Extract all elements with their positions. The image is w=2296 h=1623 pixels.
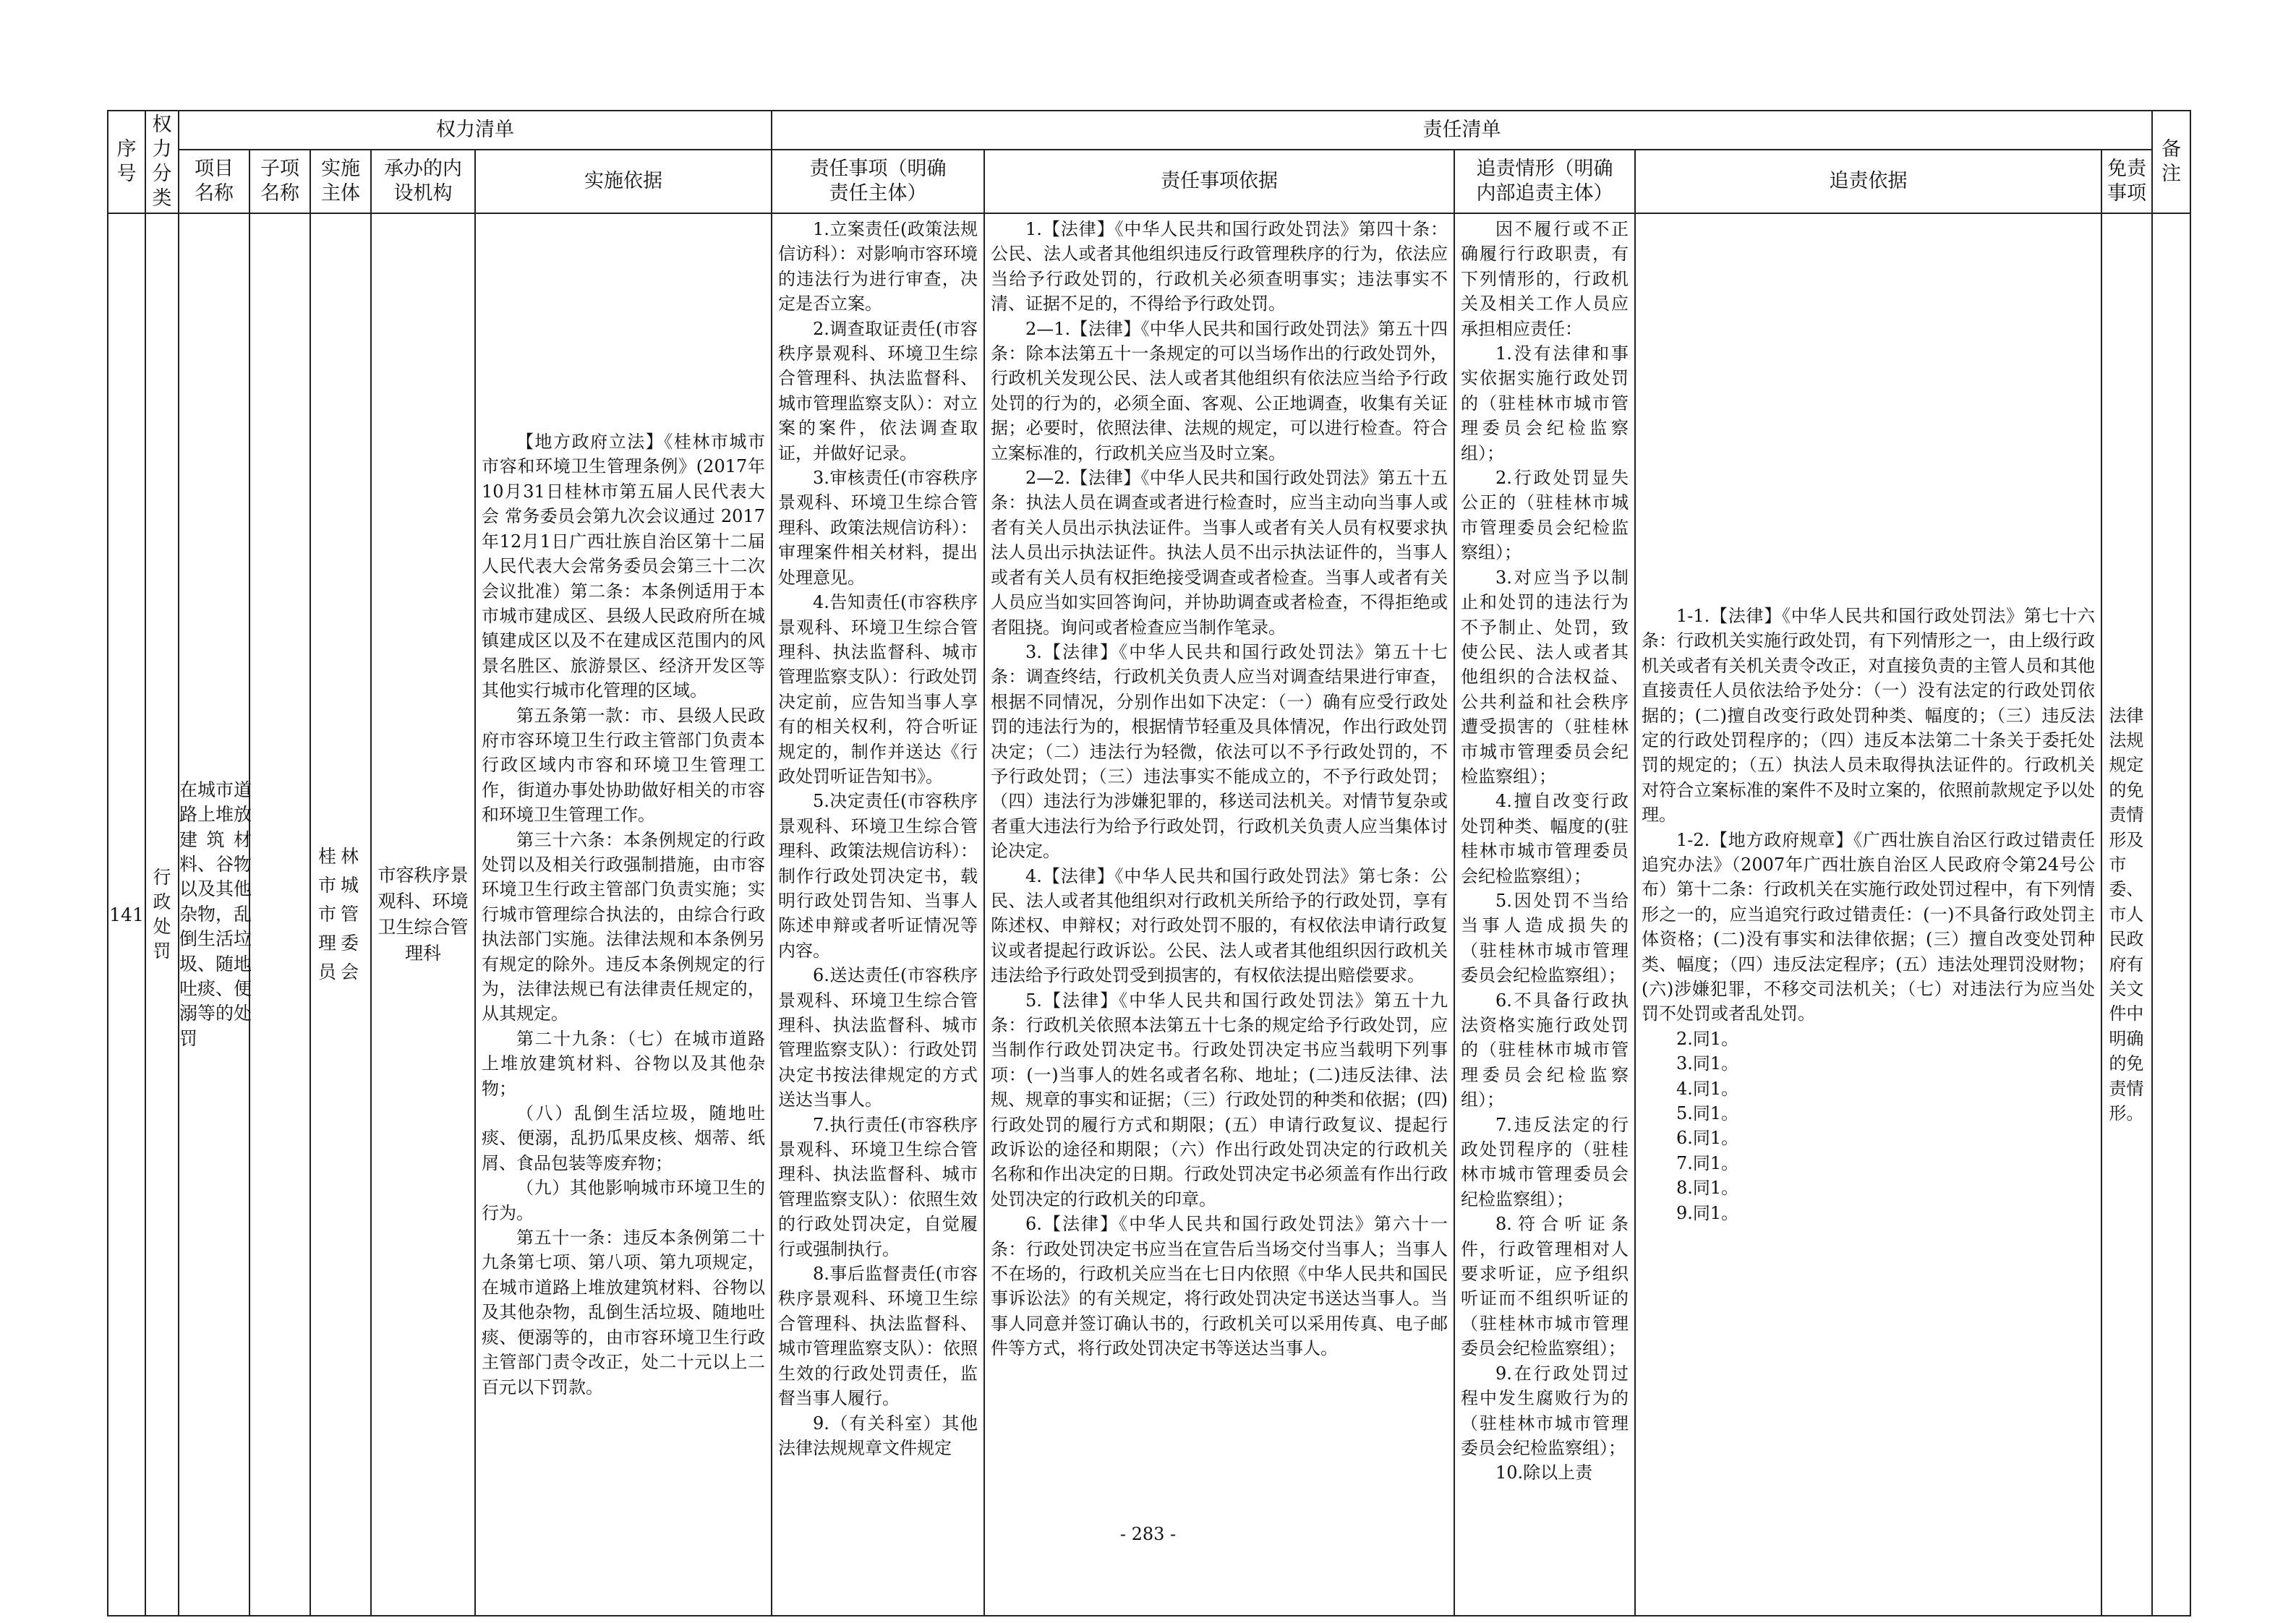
table-row: [108, 213, 2190, 1616]
paragraph: 5.【法律】《中华人民共和国行政处罚法》第五十九条：行政机关依照本法第五十七条的规定给予行政处罚，应当制作行政处罚决定书。行政处罚决定书应当载明下列事项：(一)当事人的姓名或者名称、地址；(二)违反法律、法规、规章的事实和证据；（三）行政处罚的种类和依据；(四)行政处罚的履行方式和期限；(五）申请行政复议、提起行政诉讼的途径和期限；（六）作出行政处罚决定的行政机关名称和作出决定的日期。行政处罚决定书必须盖有作出行政处罚决定的行政机关的印章。: [991, 990, 1448, 1209]
resp-basis-paragraphs: [991, 217, 1448, 1361]
paragraph: 7.执行责任(市容秩序景观科、环境卫生综合管理科、执法监督科、城市管理监察支队）：依照生效的行政处罚决定，自觉履行或强制执行。: [778, 1114, 978, 1259]
header-responsibility-list: 责任清单: [772, 111, 2152, 150]
paragraph: 1.【法律】《中华人民共和国行政处罚法》第四十条：公民、法人或者其他组织违反行政管理秩序的行为，依法应当给予行政处罚的，行政机关必须查明事实；违法事实不清、证据不足的，不得给予行政处罚。: [991, 219, 1448, 314]
cell-account-basis: [1635, 213, 2101, 1616]
paragraph: 第五十一条：违反本条例第二十九条第七项、第八项、第九项规定，在城市道路上堆放建筑材料、谷物以及其他杂物，乱倒生活垃圾、随地吐痰、便溺等的，由市容环境卫生行政主管部门责令改正，处二十元以上二百元以下罚款。: [482, 1228, 765, 1397]
cell-accountability: [1454, 213, 1635, 1616]
paragraph: 9.同1。: [1676, 1202, 1739, 1223]
header-resp-basis: 责任事项依据: [984, 150, 1454, 213]
paragraph: 1.没有法律和事实依据实施行政处罚的（驻桂林市城市管理委员会纪检监察组）；: [1461, 343, 1629, 463]
header-sub-item: 子项名称: [249, 150, 310, 213]
paragraph: 10.除以上责: [1495, 1463, 1593, 1483]
paragraph: 4.告知责任(市容秩序景观科、环境卫生综合管理科、执法监督科、城市管理监察支队）：行政处罚决定前，应告知当事人享有的相关权利，符合听证规定的，制作并送达《行政处罚听证告知书》。: [778, 592, 978, 787]
paragraph: 5.决定责任(市容秩序景观科、环境卫生综合管理科、政策法规信访科）：制作行政处罚决定书，载明行政处罚告知、当事人陈述申辩或者听证情况等内容。: [778, 791, 978, 961]
paragraph: 1-2.【地方政府规章】《广西壮族自治区行政过错责任追究办法》（2007年广西壮族自治区人民政府令第24号公布）第十二条：行政机关在实施行政处罚过程中，有下列情形之一的，应当追究行政过错责任：(一)不具备行政处罚主体资格；(二)没有事实和法律依据；(三）擅自改变处罚种类、幅度；（四）违反法定程序；(五）违法处理罚没财物；(六)涉嫌犯罪，不移交司法机关；（七）对违法行为应当处罚不处罚或者乱处罚。: [1642, 829, 2095, 1024]
paragraph: 5.同1。: [1676, 1103, 1739, 1124]
cell-category: 行政处罚: [145, 213, 179, 1616]
paragraph: 4.擅自改变行政处罚种类、幅度的(驻桂林市城市管理委员会纪检监察组）；: [1461, 791, 1629, 886]
header-account-basis: 追责依据: [1635, 150, 2101, 213]
paragraph: 7.同1。: [1676, 1152, 1739, 1173]
cell-item-name: 在城市道路上堆放建筑材料、谷物以及其他杂物，乱倒生活垃圾、随地吐痰、便溺等的处罚: [179, 213, 249, 1616]
paragraph: 4.【法律】《中华人民共和国行政处罚法》第七条：公民、法人或者其他组织对行政机关所给予的行政处罚，享有陈述权、申辩权；对行政处罚不服的，有权依法申请行政复议或者提起行政诉讼。公民、法人或者其他组织因行政机关违法给予行政处罚受到损害的，有权依法提出赔偿要求。: [991, 865, 1448, 986]
resp-items-paragraphs: [778, 217, 978, 1460]
cell-seq: 141: [108, 213, 145, 1616]
paragraph: 1.立案责任(政策法规信访科）：对影响市容环境的违法行为进行审查，决定是否立案。: [778, 219, 978, 314]
cell-subject: 桂林市城市管理委员会: [310, 213, 371, 1616]
paragraph: 6.送达责任(市容秩序景观科、环境卫生综合管理科、执法监督科、城市管理监察支队）：行政处罚决定书按法律规定的方式送达当事人。: [778, 965, 978, 1110]
paragraph: 6.【法律】《中华人民共和国行政处罚法》第六十一条：行政处罚决定书应当在宣告后当场交付当事人；当事人不在场的，行政机关应当在七日内依照《中华人民共和国民事诉讼法》的有关规定，将行政处罚决定书送达当事人。当事人同意并签订确认书的，行政机关可以采用传真、电子邮件等方式，将行政处罚决定书等送达当事人。: [991, 1214, 1448, 1359]
paragraph: 9.（有关科室）其他法律法规规章文件规定: [778, 1413, 978, 1458]
paragraph: 1-1.【法律】《中华人民共和国行政处罚法》第七十六条：行政机关实施行政处罚，有下列情形之一，由上级行政机关或者有关机关责令改正，对直接负责的主管人员和其他直接责任人员依法给予处分：（一）没有法定的行政处罚依据的；(二)擅自改变行政处罚种类、幅度的；（三）违反法定的行政处罚程序的；（四）违反本法第二十条关于委托处罚的规定的；（五）执法人员未取得执法证件的。行政机关对符合立案标准的案件不及时立案的，依照前款规定予以处理。: [1642, 605, 2095, 826]
header-dept: 承办的内设机构: [371, 150, 475, 213]
header-resp-items: 责任事项（明确责任主体）: [772, 150, 984, 213]
paragraph: 第五条第一款：市、县级人民政府市容环境卫生行政主管部门负责本行政区域内市容和环境卫生管理工作，街道办事处协助做好相关的市容和环境卫生管理工作。: [482, 705, 765, 826]
paragraph: 3.审核责任(市容秩序景观科、环境卫生综合管理科、政策法规信访科）：审理案件相关材料，提出处理意见。: [778, 468, 978, 588]
paragraph: 6.不具备行政执法资格实施行政处罚的（驻桂林市城市管理委员会纪检监察组）；: [1461, 990, 1629, 1110]
paragraph: （九）其他影响城市环境卫生的行为。: [482, 1178, 765, 1223]
paragraph: 第二十九条：（七）在城市道路上堆放建筑材料、谷物以及其他杂物；: [482, 1028, 765, 1099]
header-accountability: 追责情形（明确内部追责主体）: [1454, 150, 1635, 213]
paragraph: 8.事后监督责任(市容秩序景观科、环境卫生综合管理科、执法监督科、城市管理监察支队）：依照生效的行政处罚责任，监督当事人履行。: [778, 1264, 978, 1409]
responsibility-table: [107, 110, 2191, 1616]
paragraph: 4.同1。: [1676, 1078, 1739, 1099]
account-basis-paragraphs: [1642, 604, 2095, 1225]
cell-remarks: [2152, 213, 2190, 1616]
paragraph: 第三十六条：本条例规定的行政处罚以及相关行政强制措施，由市容环境卫生行政主管部门负责实施；实行城市管理综合执法的，由综合行政执法部门实施。法律法规和本条例另有规定的除外。违反本条例规定的行为，法律法规已有法律责任规定的，从其规定。: [482, 829, 765, 1024]
paragraph: 8.同1。: [1676, 1178, 1739, 1199]
basis-paragraphs: [482, 429, 765, 1400]
header-category: 权力分类: [145, 111, 179, 213]
header-basis: 实施依据: [475, 150, 772, 213]
cell-resp-basis: [984, 213, 1454, 1616]
paragraph: 5.因处罚不当给当事人造成损失的（驻桂林市城市管理委员会纪检监察组）；: [1461, 890, 1629, 986]
paragraph: 3.同1。: [1676, 1053, 1739, 1074]
paragraph: 2.同1。: [1676, 1028, 1739, 1049]
cell-resp-items: [772, 213, 984, 1616]
header-seq: 序号: [108, 111, 145, 213]
paragraph: 2.行政处罚显失公正的（驻桂林市城市管理委员会纪检监察组）；: [1461, 468, 1629, 563]
header-item-name: 项目名称: [179, 150, 249, 213]
paragraph: （八）乱倒生活垃圾，随地吐痰、便溺，乱扔瓜果皮核、烟蒂、纸屑、食品包装等废弃物；: [482, 1103, 765, 1173]
paragraph: 8.符合听证条件，行政管理相对人要求听证，应予组织听证而不组织听证的（驻桂林市城市管理委员会纪检监察组）；: [1461, 1214, 1629, 1359]
header-remarks: 备注: [2152, 111, 2190, 213]
header-power-list: 权力清单: [179, 111, 772, 150]
paragraph: 【地方政府立法】《桂林市城市市容和环境卫生管理条例》(2017年10月31日桂林市第五届人民代表大会 常务委员会第九次会议通过 2017年12月1日广西壮族自治区第十二届人民代表大会常务委员会第三十二次会议批准）第二条：本条例适用于本市城市建成区、县级人民政府所在城镇建成区以及不在建成区范围内的风景名胜区、旅游景区、经济开发区等其他实行城市化管理的区域。: [482, 432, 765, 701]
paragraph: 3.【法律】《中华人民共和国行政处罚法》第五十七条：调查终结，行政机关负责人应当对调查结果进行审查，根据不同情况，分别作出如下决定：（一）确有应受行政处罚的违法行为的，根据情节轻重及具体情况，作出行政处罚决定；（二）违法行为轻微，依法可以不予行政处罚的，不予行政处罚；（三）违法事实不能成立的，不予行政处罚；（四）违法行为涉嫌犯罪的，移送司法机关。对情节复杂或者重大违法行为给予行政处罚，行政机关负责人应当集体讨论决定。: [991, 641, 1448, 862]
paragraph: 3.对应当予以制止和处罚的违法行为不予制止、处罚，致使公民、法人或者其他组织的合法权益、公共利益和社会秩序遭受损害的（驻桂林市城市管理委员会纪检监察组）；: [1461, 567, 1629, 787]
paragraph: 6.同1。: [1676, 1128, 1739, 1149]
paragraph: 2.调查取证责任(市容秩序景观科、环境卫生综合管理科、执法监督科、城市管理监察支队）：对立案的案件，依法调查取证，并做好记录。: [778, 318, 978, 463]
header-subject: 实施主体: [310, 150, 371, 213]
paragraph: 因不履行或不正确履行行政职责，有下列情形的，行政机关及相关工作人员应承担相应责任：: [1461, 219, 1629, 339]
page-number: - 283 -: [1119, 1524, 1177, 1544]
accountability-paragraphs: [1461, 217, 1629, 1486]
cell-basis: [475, 213, 772, 1616]
header-exemption: 免责事项: [2101, 150, 2152, 213]
paragraph: 7.违反法定的行政处罚程序的（驻桂林市城市管理委员会纪检监察组）；: [1461, 1114, 1629, 1209]
paragraph: 2—1.【法律】《中华人民共和国行政处罚法》第五十四条：除本法第五十一条规定的可以当场作出的行政处罚外，行政机关发现公民、法人或者其他组织有依法应当给予行政处罚的行为的，必须全面、客观、公正地调查，收集有关证据；必要时，依照法律、法规的规定，可以进行检查。符合立案标准的，行政机关应当及时立案。: [991, 318, 1448, 463]
paragraph: 9.在行政处罚过程中发生腐败行为的（驻桂林市城市管理委员会纪检监察组）；: [1461, 1363, 1629, 1458]
cell-exemption: 法律法规规定的免责情形及市委、市人民政府有关文件中明确的免责情形。: [2101, 213, 2152, 1616]
cell-sub-item: [249, 213, 310, 1616]
paragraph: 2—2.【法律】《中华人民共和国行政处罚法》第五十五条：执法人员在调查或者进行检查时，应当主动向当事人或者有关人员出示执法证件。当事人或者有关人员有权要求执法人员出示执法证件。执法人员不出示执法证件的，当事人或者有关人员有权拒绝接受调查或者检查。当事人或者有关人员应当如实回答询问，并协助调查或者检查，不得拒绝或者阻挠。询问或者检查应当制作笔录。: [991, 468, 1448, 638]
cell-dept: 市容秩序景观科、环境卫生综合管理科: [371, 213, 475, 1616]
